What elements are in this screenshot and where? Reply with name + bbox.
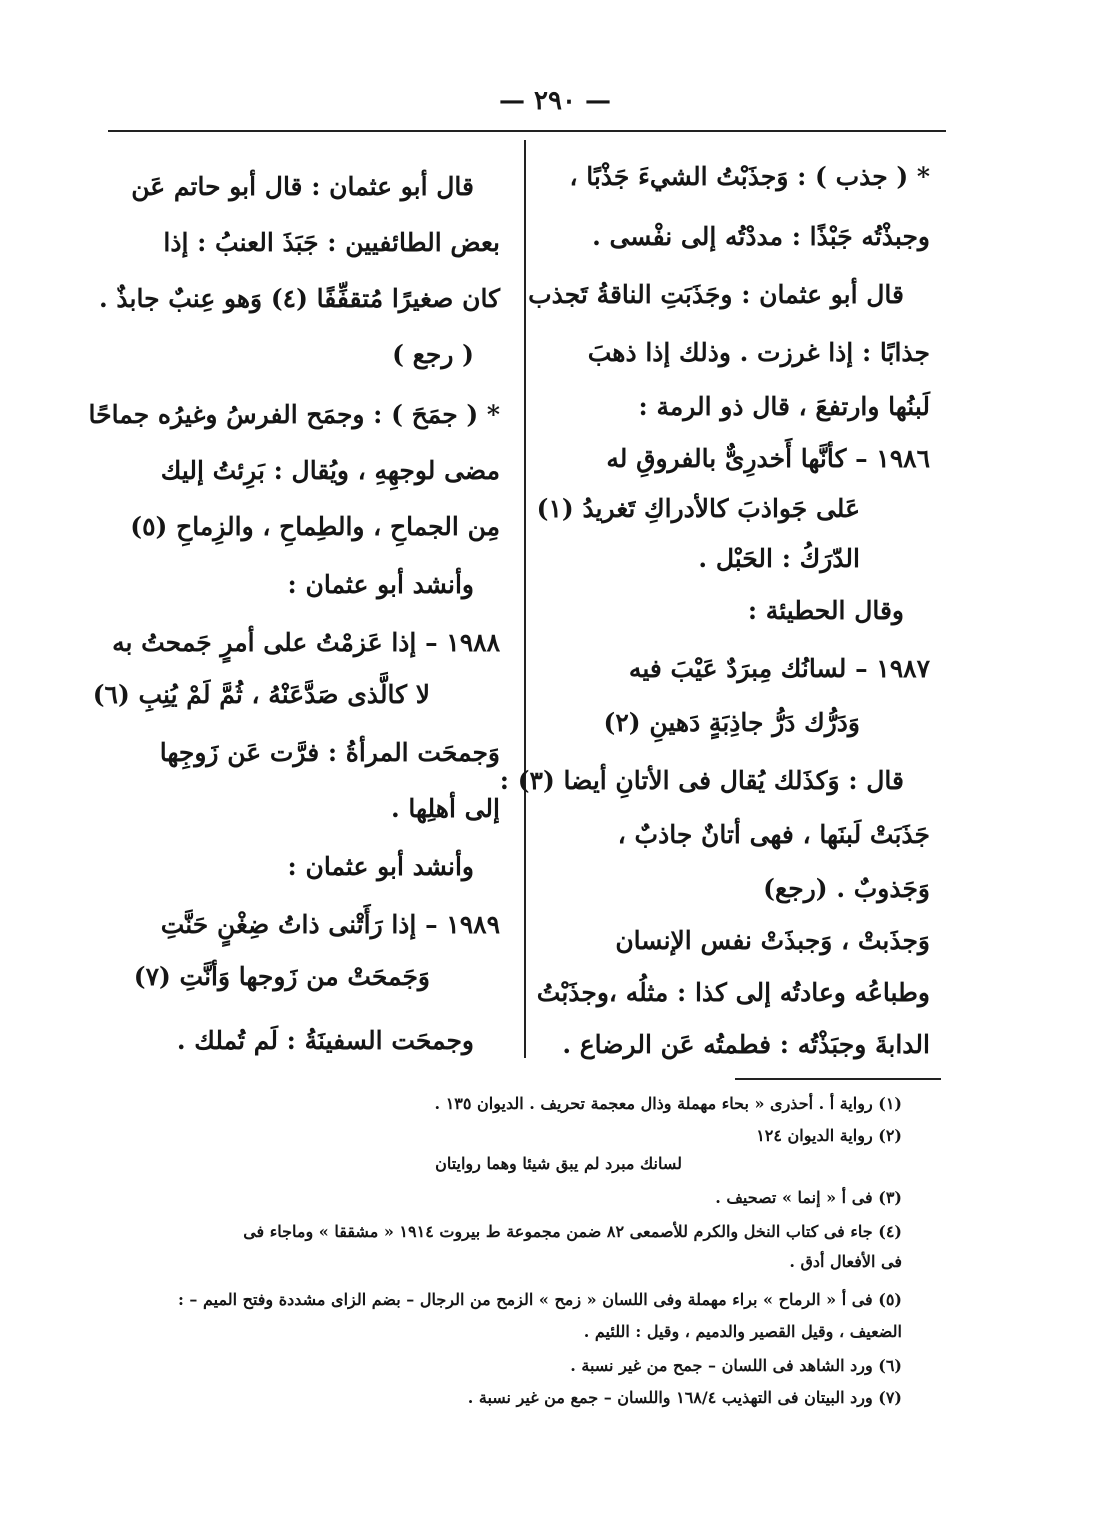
footnote: (٦) ورد الشاهد فى اللسان – جمح من غير نسبة . [570,1356,902,1375]
verse-number-line: ١٩٨٧ – لسانُك مِبرَدٌ عَيْبَ فيه [628,654,930,683]
text-line: قال أبو عثمان : قال أبو حاتم عَن [131,172,474,201]
footnote-continued: الضعيف ، وقيل القصير والدميم ، وقيل : اللئيم . [583,1322,902,1341]
footnote: (٤) جاء فى كتاب النخل والكرم للأصمعى ٨٢ ضمن مجموعة ط بيروت ١٩١٤ « مشققا » وماجاء فى [243,1222,902,1241]
text-line: جَذَبَتْ لَبنَها ، فهى أتانٌ جاذبٌ ، [617,820,930,849]
text-line: مِن الجماحِ ، والطِماحِ ، والزِماحِ (٥) [130,512,500,541]
text-line: وجمحَت السفينَةُ : لَم تُملك . [176,1026,474,1055]
footnote: (٢) رواية الديوان ١٢٤ [756,1126,902,1145]
header-rule [108,130,946,132]
column-divider [524,140,526,1058]
text-line: وَجذَبتْ ، وَجبذَتْ نفس الإنسان [615,926,930,955]
page-number: — ٢٩٠ — [498,86,612,116]
text-line: الدّرَكُ : الحَبْل . [698,544,860,573]
text-line: قال : وَكذَلك يُقال فى الأتانِ أيضا (٣) : [499,766,904,795]
verse-line: وَجَمحَتْ من زَوجها وَأنَّتِ (٧) [133,962,430,991]
verse-line: عَلى جَواذبَ كالأدراكِ تَغريدُ (١) [536,494,860,523]
footnote-quote: لسانك مبرد لم يبق شيئا وهما روايتان [435,1154,682,1173]
text-line: لَبنُها وارتفعَ ، قال ذو الرمة : [638,392,930,421]
footnote-continued: فى الأفعال أدق . [789,1252,902,1271]
verse-line: وَدَرُّك دَرُّ جاذِبَةٍ دَهينِ (٢) [603,708,860,737]
text-line: جذابًا : إذا غرزت . وذلك إذا ذهبَ [587,338,930,367]
text-line: قال أبو عثمان : وجَذَبَتِ الناقةُ تَجذب [528,280,904,309]
text-line: * ( جذب ) : وَجذَبْتُ الشيءَ جَذْبًا ، [569,162,930,191]
text-line: وطباعُه وعادتُه إلى كذا : مثلُه ،وجذَبْتُ [536,978,930,1007]
footnote-rule [735,1078,941,1080]
text-line: وَجَذوبٌ . (رجع) [763,874,930,903]
verse-number-line: ١٩٨٩ – إذا رَأَتْنى ذاتُ ضِغْنٍ حَنَّتِ [160,910,500,939]
text-line: وَجمحَت المرأةُ : فرَّت عَن زَوجِها [159,738,500,767]
text-line: بعض الطائفيين : جَبَذَ العنبُ : إذا [163,228,500,257]
verse-line: لا كالَّذى صَدَّعَنْهُ ، ثُمَّ لَمْ يُنِبِ (٦) [92,680,430,709]
text-line: * ( جمَحَ ) : وجمَح الفرسُ وغيرُه جماحًا [88,400,500,429]
footnote: (٣) فى أ « إنما » تصحيف . [715,1188,902,1207]
text-line: وجبذْتُه جَبْذًا : مددْتُه إلى نفْسى . [592,222,930,251]
footnote: (١) رواية أ . أحذرى « بحاء مهملة وذال معجمة تحريف . الديوان ١٣٥ . [434,1094,902,1113]
text-line: وقال الحطيئة : [747,596,904,625]
text-line: وأنشد أبو عثمان : [287,852,474,881]
verse-number-line: ١٩٨٦ – كأنَّها أَخدرِىٌّ بالفروقِ له [606,444,930,473]
section-heading: ( رجع ) [392,340,474,369]
verse-number-line: ١٩٨٨ – إذا عَزمْتُ على أمرٍ جَمحتُ به [112,628,500,657]
text-line: كان صغيرًا مُتقفِّفًا (٤) وَهو عِنبٌ جابذٌ . [98,284,500,313]
text-line: الدابةَ وجبَذْتُه : فطمتُه عَن الرضاع . [562,1030,930,1059]
text-line: وأنشد أبو عثمان : [287,570,474,599]
footnote: (٥) فى أ « الرماح » براء مهملة وفى اللسان « زمح » الزمح من الرجال – بضم الزاى مشددة وفتح الميم – : [177,1290,902,1309]
text-line: مضى لوجهِهِ ، ويُقال : بَرِئتُ إليك [160,456,500,485]
text-line: إلى أهلِها . [390,794,500,823]
footnote: (٧) ورد البيتان فى التهذيب ١٦٨/٤ واللسان – جمع من غير نسبة . [467,1388,902,1407]
